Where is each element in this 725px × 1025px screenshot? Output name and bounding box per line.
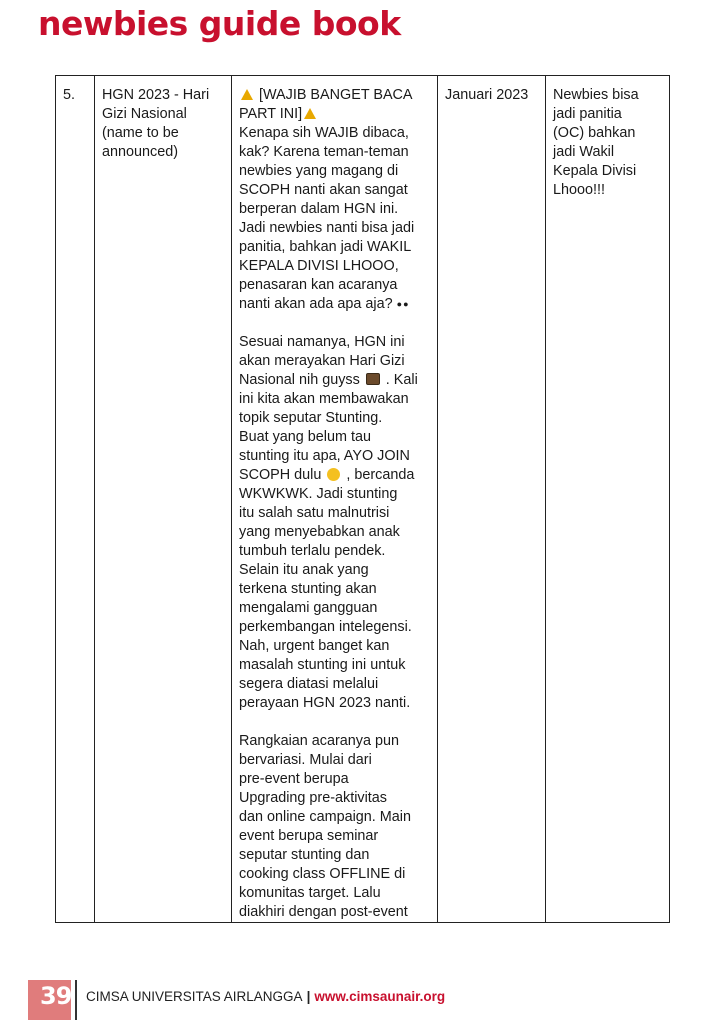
program-name-line: HGN 2023 - Hari bbox=[102, 87, 210, 103]
desc-line: PART INI] bbox=[239, 105, 431, 124]
desc-line: Rangkaian acaranya pun bbox=[239, 733, 400, 749]
row-number: 5. bbox=[63, 87, 76, 103]
desc-line: ini kita akan membawakan bbox=[239, 391, 409, 407]
description-cell bbox=[232, 76, 438, 923]
desc-line: perkembangan intelegensi. bbox=[239, 619, 412, 635]
desc-line: WKWKWK. Jadi stunting bbox=[239, 486, 398, 502]
role-cell bbox=[546, 76, 670, 923]
footer-separator: | bbox=[306, 989, 311, 1004]
desc-line: perayaan HGN 2023 nanti. bbox=[239, 695, 411, 711]
desc-line: komunitas target. Lalu bbox=[239, 885, 381, 901]
page-footer bbox=[28, 970, 725, 1020]
description-paragraph-2 bbox=[239, 333, 431, 713]
desc-line: Kenapa sih WAJIB dibaca, bbox=[239, 125, 409, 141]
program-name-line: (name to be bbox=[102, 125, 179, 141]
wink-face-icon bbox=[327, 468, 340, 481]
desc-line: dan online campaign. Main bbox=[239, 809, 411, 825]
footer-text bbox=[86, 989, 445, 1004]
desc-line: cooking class OFFLINE di bbox=[239, 866, 406, 882]
desc-line: stunting itu apa, AYO JOIN bbox=[239, 448, 410, 464]
role-line: jadi panitia bbox=[553, 106, 622, 122]
eyes-icon: ●● bbox=[396, 299, 410, 309]
program-name-line: announced) bbox=[102, 144, 179, 160]
event-date: Januari 2023 bbox=[445, 87, 529, 103]
desc-line: newbies yang magang di bbox=[239, 163, 399, 179]
desc-line: pre-event berupa bbox=[239, 771, 349, 787]
desc-line: KEPALA DIVISI LHOOO, bbox=[239, 258, 399, 274]
warning-icon bbox=[241, 89, 253, 100]
desc-line: SCOPH nanti akan sangat bbox=[239, 182, 408, 198]
desc-line: mengalami gangguan bbox=[239, 600, 378, 616]
description-paragraph-1 bbox=[239, 86, 431, 314]
program-table bbox=[55, 75, 670, 923]
footer-divider bbox=[75, 980, 77, 1020]
desc-line: itu salah satu malnutrisi bbox=[239, 505, 390, 521]
desc-line: diakhiri dengan post-event bbox=[239, 904, 408, 920]
desc-line: segera diatasi melalui bbox=[239, 676, 379, 692]
desc-line: Upgrading pre-aktivitas bbox=[239, 790, 387, 806]
food-icon bbox=[366, 373, 380, 385]
page-number: 39 bbox=[40, 982, 72, 1010]
table-row bbox=[56, 76, 670, 923]
desc-line: yang menyebabkan anak bbox=[239, 524, 400, 540]
description-paragraph-3 bbox=[239, 732, 431, 922]
desc-line: masalah stunting ini untuk bbox=[239, 657, 406, 673]
role-line: jadi Wakil bbox=[553, 144, 615, 160]
desc-line: Selain itu anak yang bbox=[239, 562, 369, 578]
desc-line: topik seputar Stunting. bbox=[239, 410, 383, 426]
row-number-cell bbox=[56, 76, 95, 923]
desc-line: penasaran kan acaranya bbox=[239, 277, 398, 293]
desc-line: Buat yang belum tau bbox=[239, 429, 372, 445]
footer-org: CIMSA UNIVERSITAS AIRLANGGA bbox=[86, 989, 303, 1004]
role-line: Newbies bisa bbox=[553, 87, 639, 103]
desc-line: Nasional nih guyss . Kali bbox=[239, 372, 418, 388]
role-line: Lhooo!!! bbox=[553, 182, 606, 198]
desc-line: seputar stunting dan bbox=[239, 847, 370, 863]
desc-line: Jadi newbies nanti bisa jadi bbox=[239, 220, 415, 236]
program-name-cell bbox=[95, 76, 232, 923]
program-name-line: Gizi Nasional bbox=[102, 106, 187, 122]
desc-line: kak? Karena teman-teman bbox=[239, 144, 409, 160]
desc-line: nanti akan ada apa aja? ●● bbox=[239, 296, 410, 312]
desc-line: terkena stunting akan bbox=[239, 581, 377, 597]
desc-line: akan merayakan Hari Gizi bbox=[239, 353, 405, 369]
page-title: newbies guide book bbox=[38, 4, 401, 43]
desc-line: Nah, urgent banget kan bbox=[239, 638, 390, 654]
desc-line: bervariasi. Mulai dari bbox=[239, 752, 372, 768]
desc-line: tumbuh terlalu pendek. bbox=[239, 543, 386, 559]
desc-line: panitia, bahkan jadi WAKIL bbox=[239, 239, 412, 255]
desc-line: SCOPH dulu , bercanda bbox=[239, 467, 415, 483]
desc-line: Sesuai namanya, HGN ini bbox=[239, 334, 405, 350]
date-cell bbox=[438, 76, 546, 923]
footer-url: www.cimsaunair.org bbox=[314, 989, 446, 1004]
warning-icon bbox=[304, 108, 316, 119]
role-line: (OC) bahkan bbox=[553, 125, 636, 141]
desc-line: event berupa seminar bbox=[239, 828, 379, 844]
desc-line: [WAJIB BANGET BACA bbox=[239, 86, 431, 105]
desc-line: berperan dalam HGN ini. bbox=[239, 201, 399, 217]
role-line: Kepala Divisi bbox=[553, 163, 637, 179]
